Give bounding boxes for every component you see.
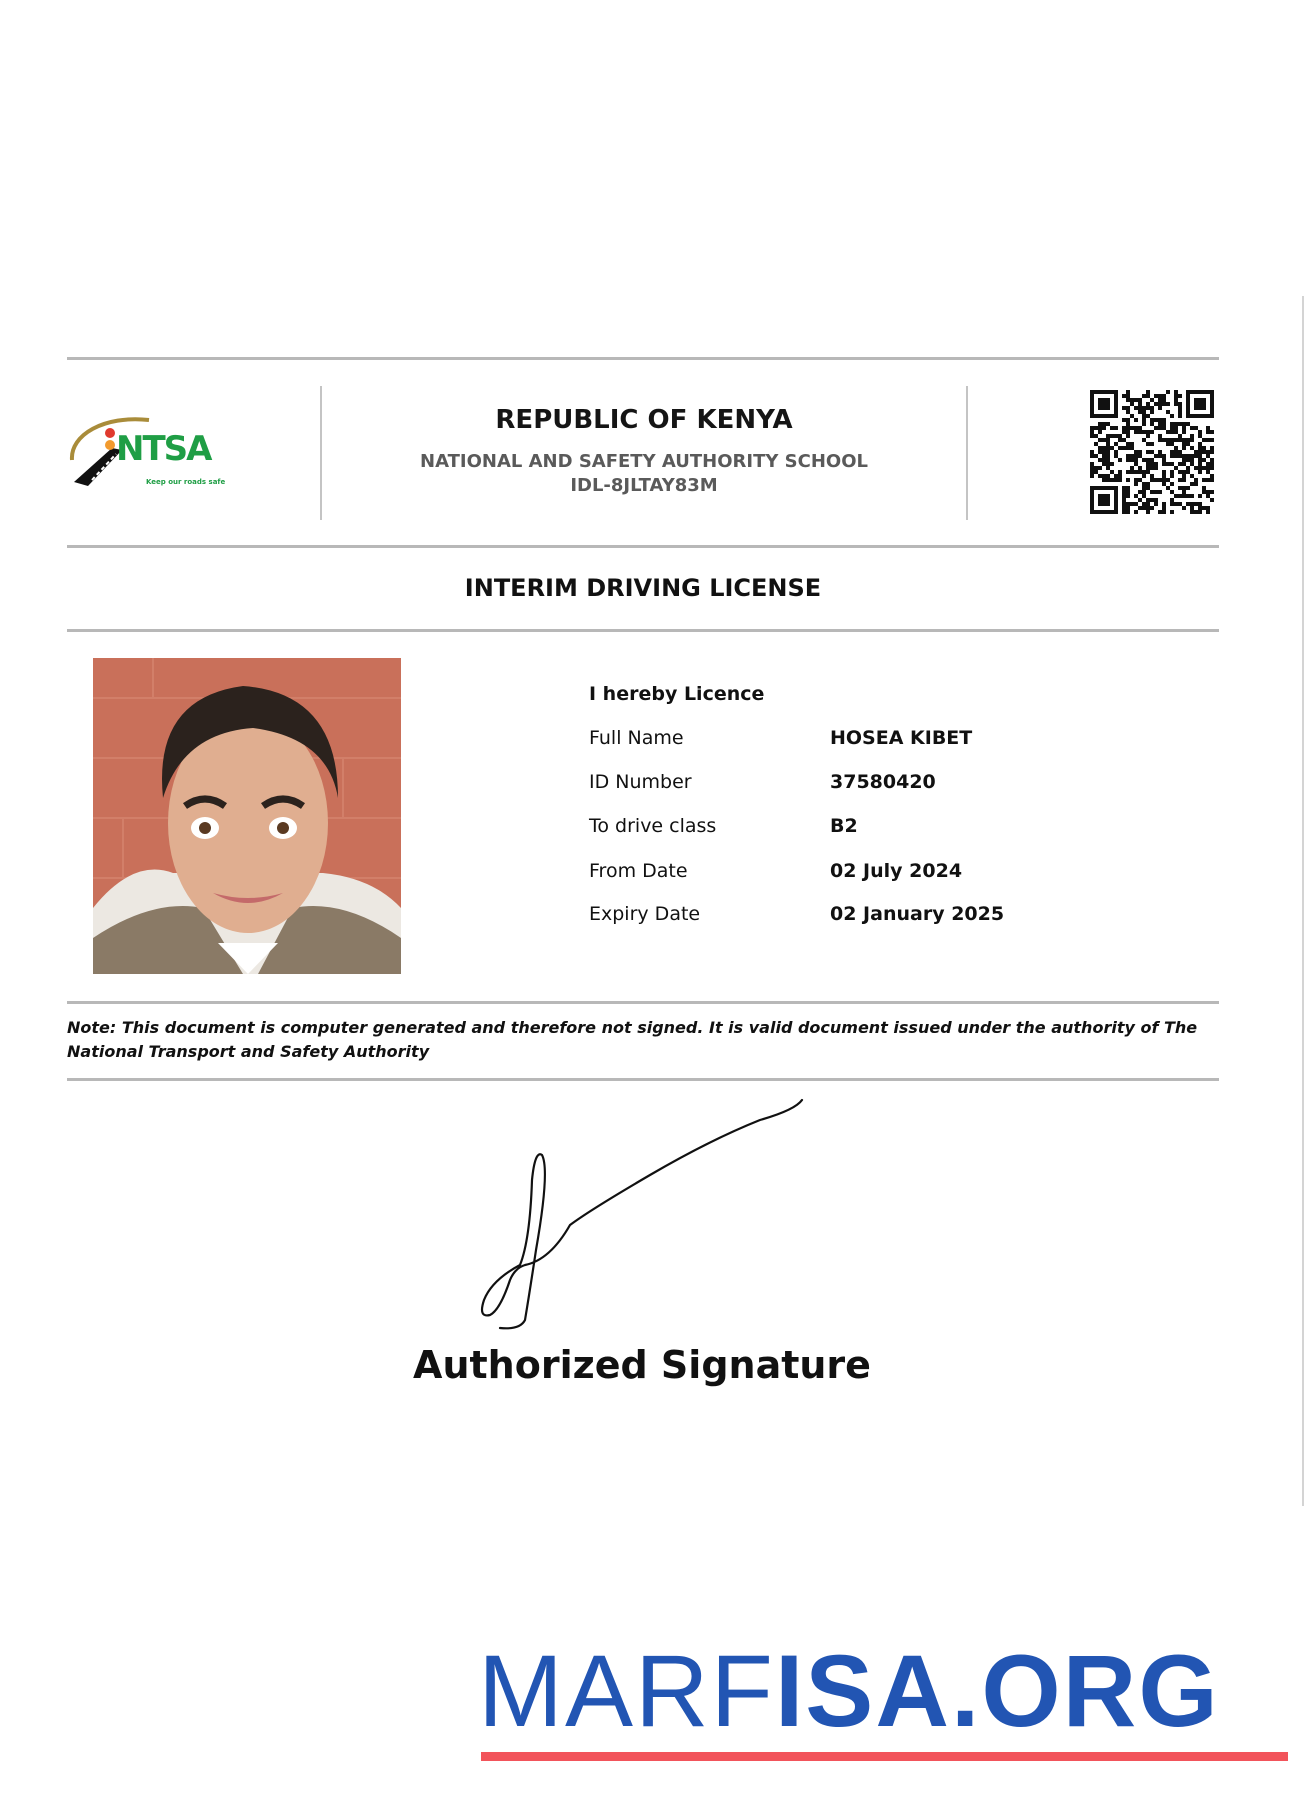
field-label-class: To drive class [589,815,717,837]
field-value-full-name: HOSEA KIBET [830,727,973,749]
document-id: IDL-8JLTAY83M [570,475,718,496]
field-label-full-name: Full Name [589,727,684,749]
field-label-from-date: From Date [589,860,688,882]
divider [67,357,1219,360]
field-value-id-number: 37580420 [830,771,936,793]
signature [470,1090,810,1340]
watermark-brand [478,1634,1290,1748]
document-title: INTERIM DRIVING LICENSE [464,574,822,602]
field-label-id-number: ID Number [589,771,692,793]
qr-code [1090,390,1214,514]
watermark-part2: ISA.ORG [774,1634,1220,1748]
field-label-expiry-date: Expiry Date [589,903,701,925]
country-title: REPUBLIC OF KENYA [495,405,793,435]
divider [67,629,1219,632]
field-value-from-date: 02 July 2024 [830,860,963,882]
field-value-class: B2 [830,815,858,837]
signature-label: Authorized Signature [413,1343,871,1387]
page-edge [1302,296,1304,1506]
authority-name: NATIONAL AND SAFETY AUTHORITY SCHOOL [420,451,868,472]
svg-text:Keep our roads safe: Keep our roads safe [146,478,226,486]
licence-intro: I hereby Licence [589,683,765,705]
watermark-part1: MARF [478,1634,775,1748]
note-text: Note: This document is computer generated and therefore not signed. It is valid document issued under the authority of The National Transport and Safety Authority [67,1018,1198,1061]
divider [67,1078,1219,1081]
watermark-underline [481,1752,1288,1761]
divider [67,545,1219,548]
field-value-expiry-date: 02 January 2025 [830,903,1005,925]
ntsa-logo [64,410,234,490]
divider [67,1001,1219,1004]
svg-text:NTSA: NTSA [116,429,211,469]
holder-photo [93,658,401,974]
qr-modules [1090,390,1214,514]
divider [966,386,968,520]
